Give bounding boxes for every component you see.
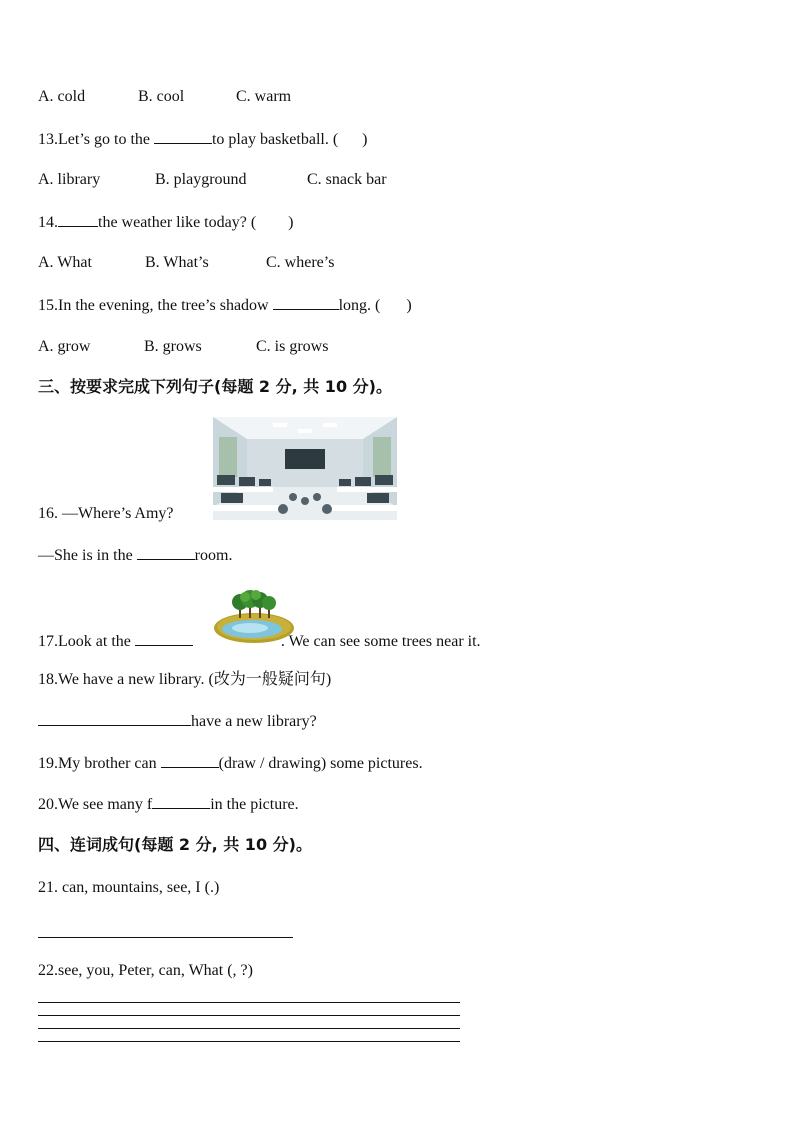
q20-blank[interactable] (152, 794, 210, 809)
q16-blank[interactable] (137, 545, 195, 560)
question-21: 21. can, mountains, see, I (.) (38, 879, 220, 896)
q18-blank[interactable] (38, 711, 191, 726)
q15-option-c: C. is grows (256, 338, 329, 355)
q13-close-paren: ) (362, 131, 368, 148)
q15-blank[interactable] (273, 295, 339, 310)
q13-text-post: to play basketball. ( (211, 131, 339, 148)
q14-blank[interactable] (58, 212, 98, 227)
answer-line-4[interactable] (38, 1041, 460, 1042)
question-13 (38, 129, 368, 150)
question-15 (38, 295, 412, 316)
q13-option-b: B. playground (155, 171, 247, 188)
q19-blank[interactable] (161, 753, 219, 768)
answer-line-1[interactable] (38, 1002, 460, 1003)
q16-question: 16. —Where’s Amy? (38, 505, 174, 522)
q19-text-post: (draw / drawing) some pictures. (218, 755, 423, 772)
q16-answer (38, 545, 232, 566)
q14-close-paren: ) (288, 214, 294, 231)
question-18: 18.We have a new library. (改为一般疑问句) (38, 671, 332, 688)
question-19 (38, 753, 423, 774)
q13-option-a: A. library (38, 171, 101, 188)
q12-option-a: A. cold (38, 88, 86, 105)
q20-text-post: in the picture. (210, 796, 299, 813)
q18-answer (38, 711, 317, 732)
q13-blank[interactable] (154, 129, 212, 144)
question-20 (38, 794, 299, 815)
answer-line-3[interactable] (38, 1028, 460, 1029)
q17-blank[interactable] (135, 631, 193, 646)
q13-text-pre: 13.Let’s go to the (38, 131, 150, 148)
q15-option-a: A. grow (38, 338, 91, 355)
q18-answer-post: have a new library? (191, 713, 317, 730)
q14-text-post: the weather like today? ( (98, 214, 257, 231)
q17-text-pre: 17.Look at the (38, 633, 131, 650)
q13-option-c: C. snack bar (307, 171, 387, 188)
question-22: 22.see, you, Peter, can, What (, ?) (38, 962, 253, 979)
q19-text-pre: 19.My brother can (38, 755, 157, 772)
q17-text-post: . We can see some trees near it. (280, 633, 481, 650)
q15-close-paren: ) (406, 297, 412, 314)
question-17 (38, 631, 481, 652)
q12-option-c: C. warm (236, 88, 292, 105)
q16-answer-pre: —She is in the (38, 547, 133, 564)
q21-answer-line[interactable] (38, 937, 293, 938)
q14-option-a: A. What (38, 254, 92, 271)
q20-text-pre: 20.We see many f (38, 796, 153, 813)
computer-room-picture (213, 417, 397, 520)
q14-text-pre: 14. (38, 214, 58, 231)
q15-text-post: long. ( (338, 297, 381, 314)
q15-option-b: B. grows (144, 338, 202, 355)
answer-line-2[interactable] (38, 1015, 460, 1016)
q16-answer-post: room. (194, 547, 233, 564)
q15-text-pre: 15.In the evening, the tree’s shadow (38, 297, 269, 314)
q14-option-c: C. where’s (266, 254, 335, 271)
q14-option-b: B. What’s (145, 254, 209, 271)
q12-option-b: B. cool (138, 88, 185, 105)
section-3-title: 三、按要求完成下列句子(每题 2 分, 共 10 分)。 (38, 377, 392, 396)
section-4-title: 四、连词成句(每题 2 分, 共 10 分)。 (38, 835, 312, 854)
question-14 (38, 212, 293, 233)
